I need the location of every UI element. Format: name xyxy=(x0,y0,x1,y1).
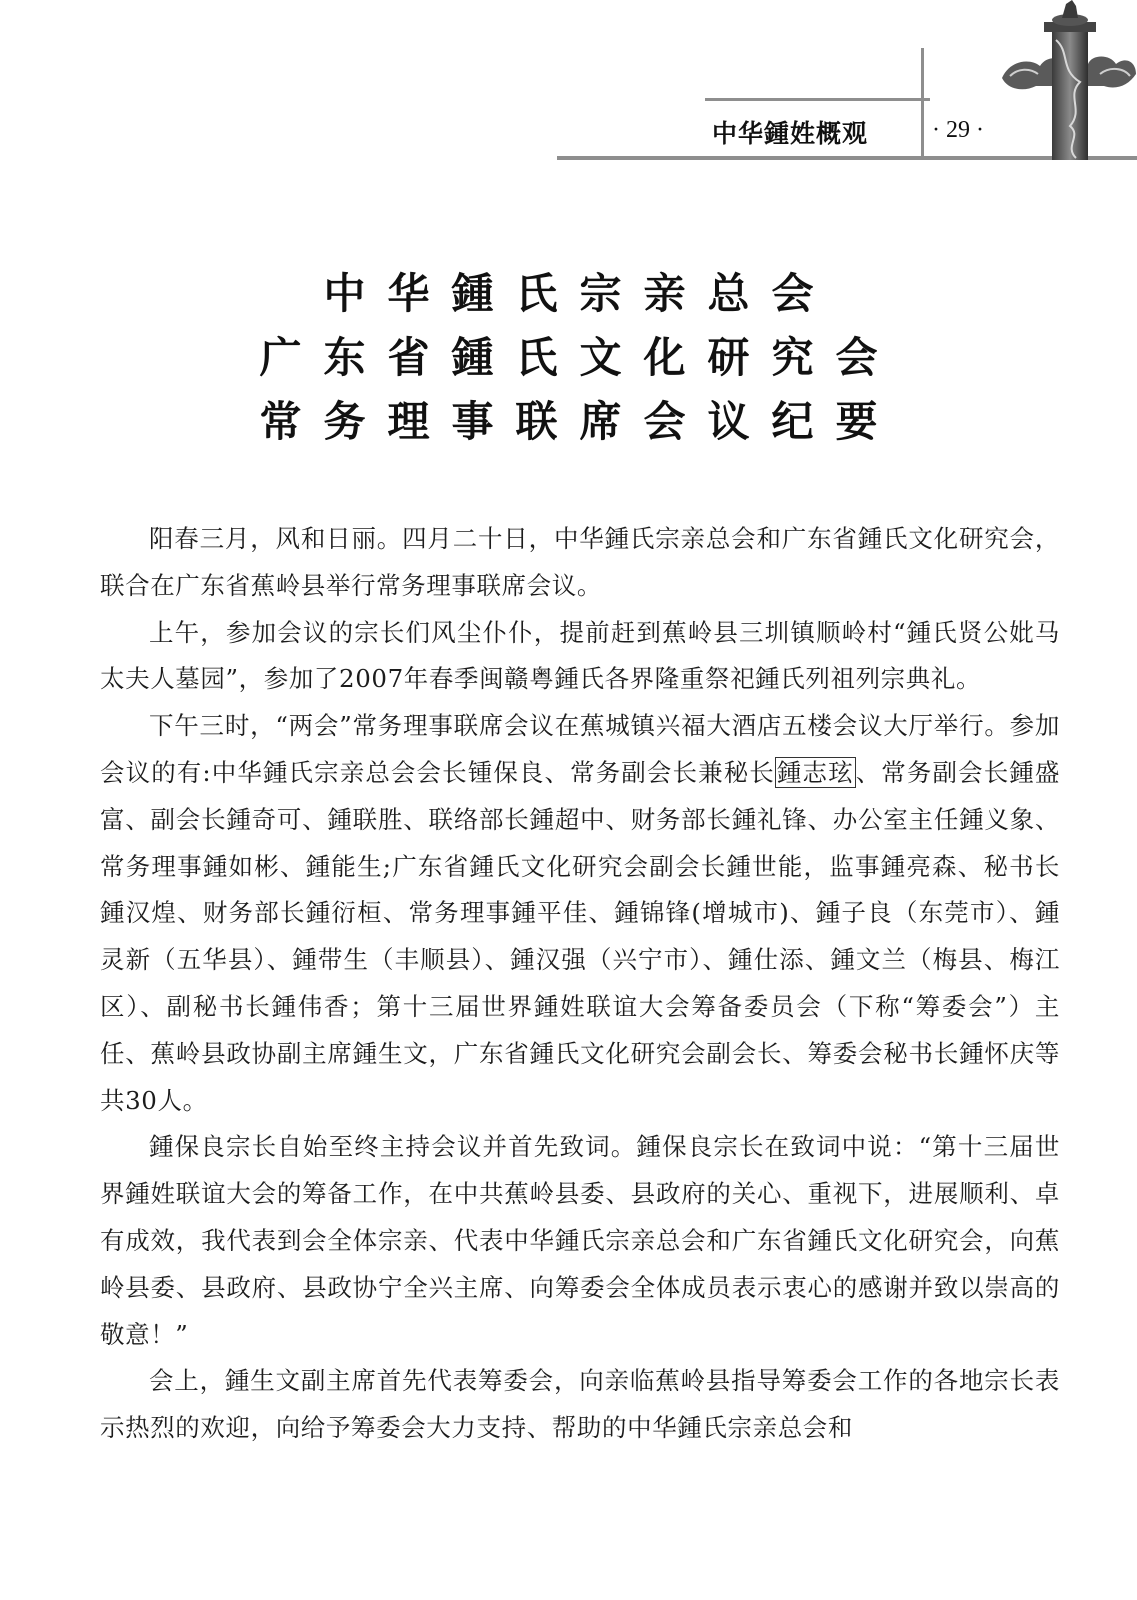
running-title: 中华鍾姓概观 xyxy=(712,119,869,148)
header-rule-vertical xyxy=(921,48,924,158)
title-line-3: 常务理事联席会议纪要 xyxy=(259,397,900,446)
paragraph-4: 鍾保良宗长自始至终主持会议并首先致词。鍾保良宗长在致词中说：“第十三届世界鍾姓联谊大会的筹备工作，在中共蕉岭县委、县政府的关心、重视下，进展顺利、卓有成效，我代表到会全体宗亲、代表中华鍾氏宗亲总会和广东省鍾氏文化研究会，向蕉岭县委、县政府、县政协宁全兴主席、向筹委会全体成员表示衷心的感谢并致以崇高的敬意！” xyxy=(100,1132,1060,1349)
paragraph-1: 阳春三月，风和日丽。四月二十日，中华鍾氏宗亲总会和广东省鍾氏文化研究会，联合在广东省蕉岭县举行常务理事联席会议。 xyxy=(100,524,1060,600)
boxed-name: 鍾志玹 xyxy=(776,757,854,787)
paragraph-5: 会上，鍾生文副主席首先代表筹委会，向亲临蕉岭县指导筹委会工作的各地宗长表示热烈的欢迎，向给予筹委会大力支持、帮助的中华鍾氏宗亲总会和 xyxy=(100,1366,1060,1443)
title-line-2: 广东省鍾氏文化研究会 xyxy=(259,333,900,382)
paragraph-3 xyxy=(100,703,1060,1124)
header-rule-top xyxy=(705,98,930,101)
huabiao-pillar-icon xyxy=(1000,0,1137,160)
paragraph-2: 上午，参加会议的宗长们风尘仆仆，提前赶到蕉岭县三圳镇顺岭村“鍾氏贤公妣马太夫人墓园”，参加了2007年春季闽赣粤鍾氏各界隆重祭祀鍾氏列祖列宗典礼。 xyxy=(100,617,1060,694)
title-line-1: 中华鍾氏宗亲总会 xyxy=(323,269,836,318)
article-title xyxy=(0,262,1137,454)
page-number: · 29 · xyxy=(932,117,984,143)
paragraph-3-text-after: 、常务副会长鍾盛富、副会长鍾奇可、鍾联胜、联络部长鍾超中、财务部长鍾礼锋、办公室主任鍾义象、常务理事鍾如彬、鍾能生;广东省鍾氏文化研究会副会长鍾世能，监事鍾亮森、秘书长鍾汉煌、财务部长鍾衍桓、常务理事鍾平佳、鍾锦锋(增城市)、鍾子良（东莞市）、鍾灵新（五华县）、鍾带生（丰顺县）、鍾汉强（兴宁市）、鍾仕添、鍾文兰（梅县、梅江区）、副秘书长鍾伟香；第十三届世界鍾姓联谊大会筹备委员会（下称“筹委会”）主任、蕉岭县政协副主席鍾生文，广东省鍾氏文化研究会副会长、筹委会秘书长鍾怀庆等共30人。 xyxy=(100,757,1060,1115)
paragraph-3-text-before: 下午三时，“两会”常务理事联席会议在蕉城镇兴福大酒店五楼会议大厅举行。参加会议的有:中华鍾氏宗亲总会会长锺保良、常务副会长兼秘长 xyxy=(100,711,1060,787)
article-body xyxy=(100,516,1060,1452)
